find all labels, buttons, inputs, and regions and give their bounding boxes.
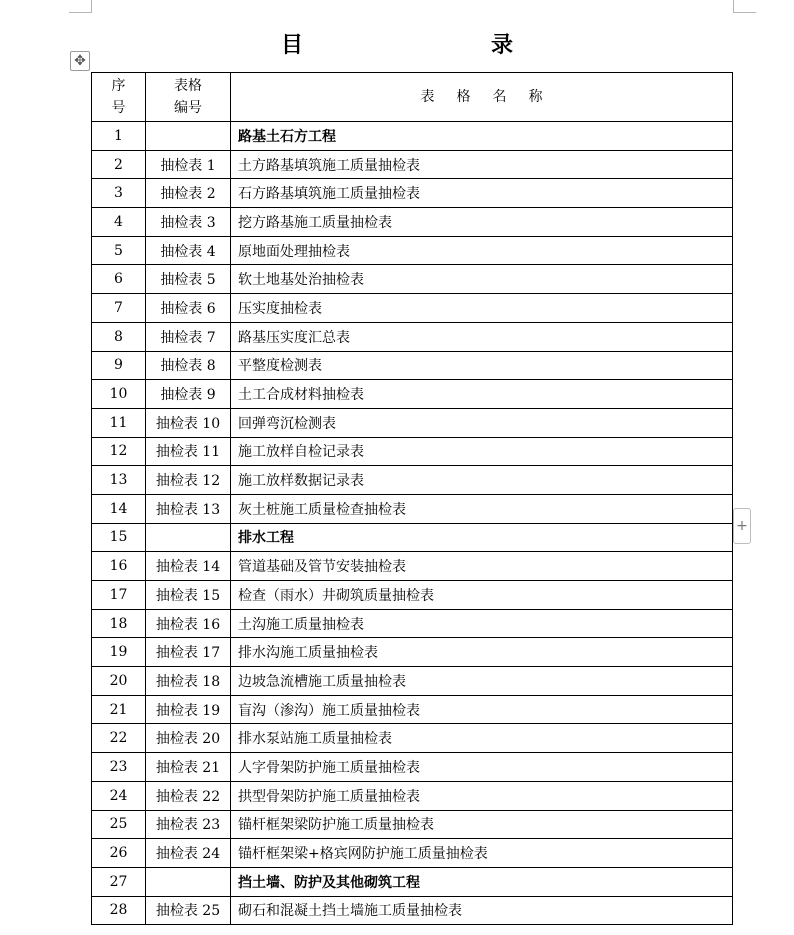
row-number: 18	[92, 609, 146, 638]
row-code: 抽检表 18	[146, 667, 231, 696]
row-code	[146, 523, 231, 552]
page-corner-mark-left	[69, 0, 92, 13]
table-row	[92, 179, 733, 208]
table-row	[92, 294, 733, 323]
row-number: 15	[92, 523, 146, 552]
row-number: 21	[92, 695, 146, 724]
table-row	[92, 581, 733, 610]
row-number: 9	[92, 351, 146, 380]
row-code: 抽检表 1	[146, 150, 231, 179]
table-row	[92, 609, 733, 638]
row-number: 1	[92, 122, 146, 151]
row-number: 24	[92, 781, 146, 810]
row-number: 22	[92, 724, 146, 753]
section-row	[92, 867, 733, 896]
row-number: 17	[92, 581, 146, 610]
row-code: 抽检表 11	[146, 437, 231, 466]
row-code: 抽检表 16	[146, 609, 231, 638]
header-code-line1: 表格	[174, 78, 202, 94]
row-code: 抽检表 10	[146, 408, 231, 437]
header-serial-line2: 号	[111, 100, 126, 116]
table-row	[92, 552, 733, 581]
row-code: 抽检表 2	[146, 179, 231, 208]
table-row	[92, 437, 733, 466]
row-name: 排水沟施工质量抽检表	[231, 638, 733, 667]
table-row	[92, 781, 733, 810]
row-name: 人字骨架防护施工质量抽检表	[231, 753, 733, 782]
header-code-line2: 编号	[174, 100, 202, 116]
table-row	[92, 265, 733, 294]
row-name: 压实度抽检表	[231, 294, 733, 323]
table-row	[92, 839, 733, 868]
row-name: 施工放样数据记录表	[231, 466, 733, 495]
row-code: 抽检表 21	[146, 753, 231, 782]
row-name: 边坡急流槽施工质量抽检表	[231, 667, 733, 696]
row-code: 抽检表 6	[146, 294, 231, 323]
row-code	[146, 867, 231, 896]
row-number: 27	[92, 867, 146, 896]
row-number: 28	[92, 896, 146, 925]
row-name: 排水泵站施工质量抽检表	[231, 724, 733, 753]
row-name: 土工合成材料抽检表	[231, 380, 733, 409]
row-name: 土方路基填筑施工质量抽检表	[231, 150, 733, 179]
row-number: 4	[92, 208, 146, 237]
table-row	[92, 208, 733, 237]
table-row	[92, 753, 733, 782]
row-name: 石方路基填筑施工质量抽检表	[231, 179, 733, 208]
table-header-row	[92, 73, 733, 122]
row-code: 抽检表 14	[146, 552, 231, 581]
table-row	[92, 724, 733, 753]
row-name: 检查（雨水）井砌筑质量抽检表	[231, 581, 733, 610]
row-code: 抽检表 15	[146, 581, 231, 610]
row-number: 6	[92, 265, 146, 294]
row-number: 11	[92, 408, 146, 437]
row-number: 23	[92, 753, 146, 782]
table-move-handle-icon[interactable]: ✥	[70, 51, 90, 71]
row-number: 3	[92, 179, 146, 208]
row-code: 抽检表 13	[146, 494, 231, 523]
row-name: 排水工程	[231, 523, 733, 552]
header-serial	[92, 73, 146, 122]
table-row	[92, 150, 733, 179]
table-row	[92, 896, 733, 925]
row-number: 2	[92, 150, 146, 179]
row-number: 16	[92, 552, 146, 581]
row-number: 8	[92, 322, 146, 351]
row-code: 抽检表 25	[146, 896, 231, 925]
table-row	[92, 322, 733, 351]
row-number: 20	[92, 667, 146, 696]
table-row	[92, 810, 733, 839]
table-row	[92, 667, 733, 696]
row-name: 路基压实度汇总表	[231, 322, 733, 351]
row-code: 抽检表 8	[146, 351, 231, 380]
page-corner-mark-right	[733, 0, 756, 13]
header-serial-line1: 序	[111, 78, 126, 94]
section-row	[92, 523, 733, 552]
row-code: 抽检表 12	[146, 466, 231, 495]
row-number: 26	[92, 839, 146, 868]
row-code: 抽检表 3	[146, 208, 231, 237]
row-number: 25	[92, 810, 146, 839]
table-row	[92, 695, 733, 724]
table-add-column-icon[interactable]: +	[733, 508, 751, 544]
section-row	[92, 122, 733, 151]
row-code: 抽检表 19	[146, 695, 231, 724]
table-row	[92, 351, 733, 380]
table-row	[92, 466, 733, 495]
row-name: 挡土墙、防护及其他砌筑工程	[231, 867, 733, 896]
row-code: 抽检表 5	[146, 265, 231, 294]
row-number: 14	[92, 494, 146, 523]
row-name: 路基土石方工程	[231, 122, 733, 151]
row-code: 抽检表 23	[146, 810, 231, 839]
row-name: 挖方路基施工质量抽检表	[231, 208, 733, 237]
row-number: 19	[92, 638, 146, 667]
header-code	[146, 73, 231, 122]
row-code: 抽检表 20	[146, 724, 231, 753]
toc-table	[91, 72, 733, 925]
row-name: 锚杆框架梁+格宾网防护施工质量抽检表	[231, 839, 733, 868]
page-title: 目 录	[280, 33, 561, 58]
row-name: 拱型骨架防护施工质量抽检表	[231, 781, 733, 810]
table-row	[92, 380, 733, 409]
table-row	[92, 638, 733, 667]
row-code: 抽检表 17	[146, 638, 231, 667]
row-number: 5	[92, 236, 146, 265]
row-code: 抽检表 4	[146, 236, 231, 265]
row-code	[146, 122, 231, 151]
row-number: 7	[92, 294, 146, 323]
row-name: 管道基础及管节安装抽检表	[231, 552, 733, 581]
row-name: 回弹弯沉检测表	[231, 408, 733, 437]
table-row	[92, 236, 733, 265]
table-row	[92, 408, 733, 437]
row-name: 锚杆框架梁防护施工质量抽检表	[231, 810, 733, 839]
row-name: 灰土桩施工质量检查抽检表	[231, 494, 733, 523]
row-code: 抽检表 7	[146, 322, 231, 351]
table-row	[92, 494, 733, 523]
header-name: 表格名称	[231, 73, 733, 122]
row-name: 土沟施工质量抽检表	[231, 609, 733, 638]
row-name: 原地面处理抽检表	[231, 236, 733, 265]
row-code: 抽检表 22	[146, 781, 231, 810]
row-number: 10	[92, 380, 146, 409]
row-code: 抽检表 24	[146, 839, 231, 868]
row-name: 平整度检测表	[231, 351, 733, 380]
row-number: 13	[92, 466, 146, 495]
row-number: 12	[92, 437, 146, 466]
row-name: 软土地基处治抽检表	[231, 265, 733, 294]
row-name: 盲沟（渗沟）施工质量抽检表	[231, 695, 733, 724]
row-code: 抽检表 9	[146, 380, 231, 409]
row-name: 砌石和混凝土挡土墙施工质量抽检表	[231, 896, 733, 925]
row-name: 施工放样自检记录表	[231, 437, 733, 466]
